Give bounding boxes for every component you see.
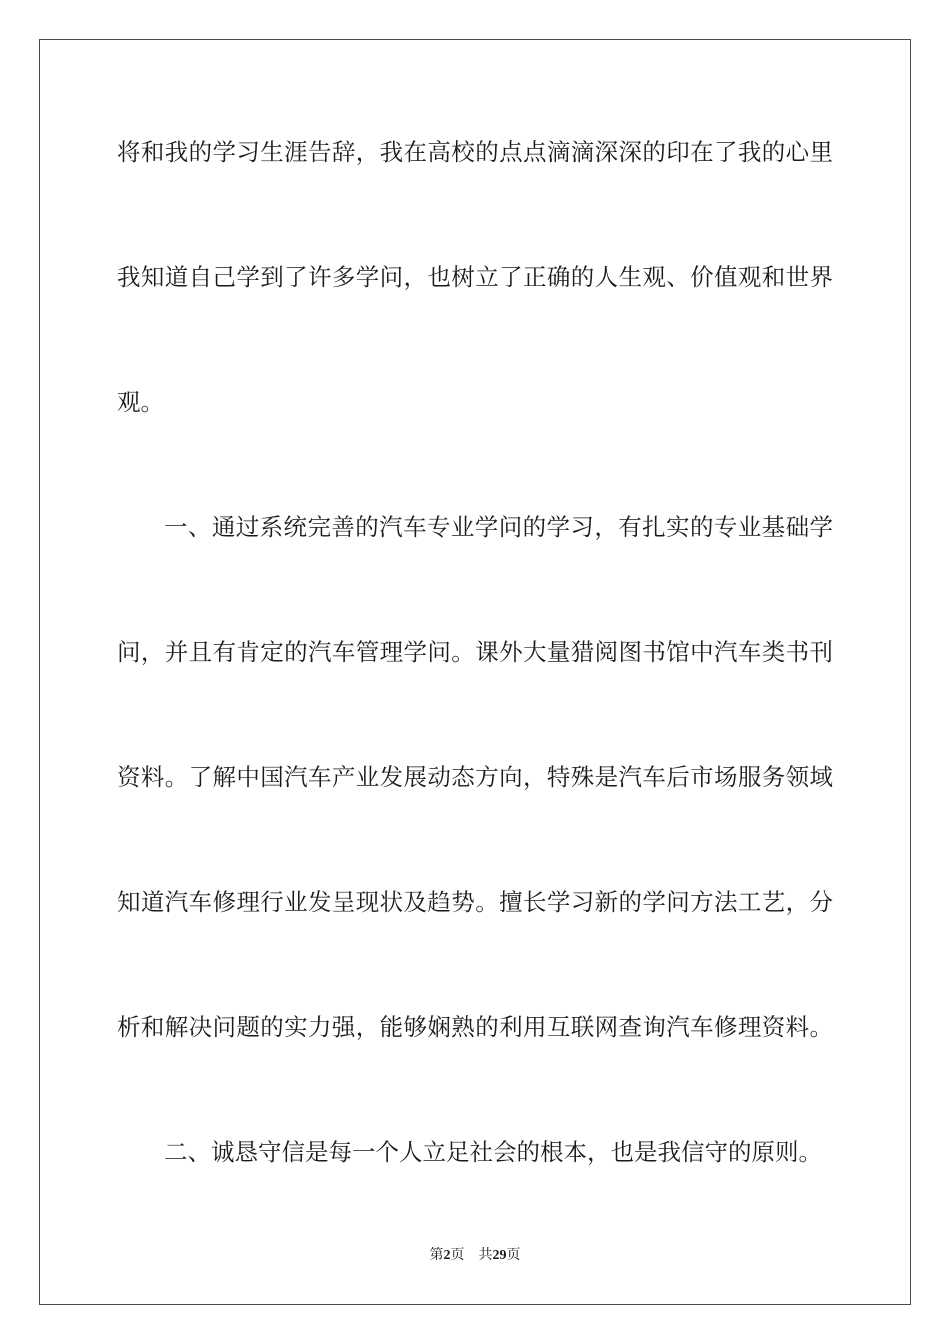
text-line-4: 一、通过系统完善的汽车专业学问的学习，有扎实的专业基础学	[164, 513, 833, 541]
total-suffix: 页	[506, 1247, 521, 1263]
text-line-2: 我知道自己学到了许多学问，也树立了正确的人生观、价值观和世界	[117, 263, 833, 291]
page-number: 2	[443, 1248, 451, 1263]
text-line-5: 问，并且有肯定的汽车管理学问。课外大量猎阅图书馆中汽车类书刊	[117, 638, 833, 666]
text-line-8: 析和解决问题的实力强，能够娴熟的利用互联网查询汽车修理资料。	[117, 1013, 833, 1041]
total-prefix: 共	[478, 1247, 493, 1263]
text-line-1: 将和我的学习生涯告辞，我在高校的点点滴滴深深的印在了我的心里	[117, 138, 833, 166]
text-line-3: 观。	[117, 388, 164, 416]
page-footer	[0, 1246, 950, 1265]
text-line-6: 资料。了解中国汽车产业发展动态方向，特殊是汽车后市场服务领域	[117, 763, 833, 791]
text-line-7: 知道汽车修理行业发呈现状及趋势。擅长学习新的学问方法工艺，分	[117, 888, 833, 916]
total-pages: 29	[492, 1248, 507, 1263]
page-suffix: 页	[450, 1247, 465, 1263]
text-line-9: 二、诚恳守信是每一个人立足社会的根本，也是我信守的原则。	[164, 1138, 822, 1166]
page-border	[39, 39, 911, 1305]
page-prefix: 第	[429, 1247, 444, 1263]
